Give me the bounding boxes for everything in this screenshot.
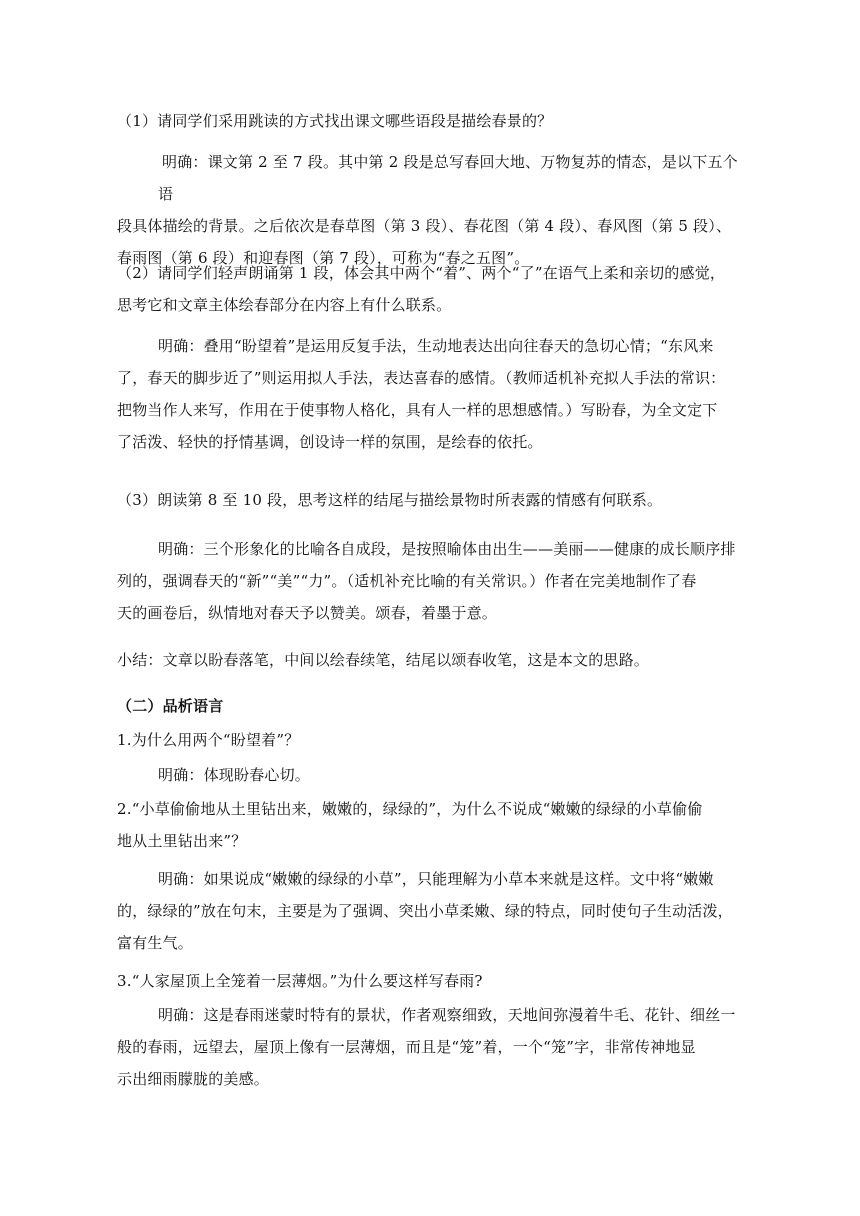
language-question-1: 1.为什么用两个“盼望着”？ [117, 731, 300, 749]
question-1: （1）请同学们采用跳读的方式找出课文哪些语段是描绘春景的？ [117, 112, 553, 130]
answer-3 [117, 533, 742, 629]
language-answer-2-line-1: 明确：如果说成“嫩嫩的绿绿的小草”，只能理解为小草本来就是这样。文中将“嫩嫩 [158, 870, 714, 888]
language-answer-1: 明确：体现盼春心切。 [158, 766, 311, 784]
language-question-2-line-1: 2.“小草偷偷地从土里钻出来，嫩嫩的，绿绿的”，为什么不说成“嫩嫩的绿绿的小草偷偷 [117, 800, 703, 818]
language-answer-2-line-3: 富有生气。 [117, 934, 194, 952]
answer-3-line-1: 明确：三个形象化的比喻各自成段，是按照喻体由出生——美丽——健康的成长顺序排 [158, 540, 736, 558]
answer-2-line-4: 了活泼、轻快的抒情基调，创设诗一样的氛围，是绘春的依托。 [117, 433, 543, 451]
answer-3-line-2: 列的，强调春天的“新”“美”“力”。（适机补充比喻的有关常识。）作者在完美地制作了春 [117, 572, 697, 590]
language-question-3: 3.“人家屋顶上全笼着一层薄烟。”为什么要这样写春雨? [117, 972, 483, 990]
answer-3-line-3: 天的画卷后，纵情地对春天予以赞美。颂春，着墨于意。 [117, 604, 498, 622]
language-question-2 [117, 793, 739, 857]
answer-2-line-3: 把物当作人来写，作用在于使事物人格化，具有人一样的思想感情。）写盼春，为全文定下 [117, 401, 718, 419]
section-heading-language: （二）品析语言 [117, 697, 224, 715]
answer-2-line-1: 明确：叠用“盼望着”是运用反复手法，生动地表达出向往春天的急切心情；“东风来 [158, 337, 714, 355]
answer-1-line-3: 春雨图（第 6 段）和迎春图（第 7 段），可称为“春之五图”。 [117, 249, 530, 267]
answer-1-line-2: 段具体描绘的背景。之后依次是春草图（第 3 段）、春花图（第 4 段）、春风图（第 5 段）、 [117, 217, 732, 235]
question-2-line-1: （2）请同学们轻声朗诵第 1 段，体会其中两个“着”、两个“了”在语气上柔和亲切的感觉， [117, 264, 726, 282]
language-answer-3-line-1: 明确：这是春雨迷蒙时特有的景状，作者观察细致，天地间弥漫着牛毛、花针、细丝一 [158, 1006, 736, 1024]
language-answer-3-line-3: 示出细雨朦胧的美感。 [117, 1070, 270, 1088]
answer-2-line-2: 了，春天的脚步近了”则运用拟人手法，表达喜春的感情。（教师适机补充拟人手法的常识： [117, 369, 726, 387]
answer-1 [117, 146, 742, 274]
language-answer-3 [117, 999, 742, 1095]
language-answer-3-line-2: 般的春雨，远望去，屋顶上像有一层薄烟，而且是“笼”着，一个“笼”字，非常传神地显 [117, 1038, 696, 1056]
answer-1-line-1: 明确：课文第 2 至 7 段。其中第 2 段是总写春回大地、万物复苏的情态，是以下五个语 [158, 153, 738, 203]
language-question-2-line-2: 地从土里钻出来”？ [117, 832, 247, 850]
summary: 小结：文章以盼春落笔，中间以绘春续笔，结尾以颂春收笔，这是本文的思路。 [117, 651, 650, 669]
question-2 [117, 257, 739, 321]
question-3: （3）朗读第 8 至 10 段，思考这样的结尾与描绘景物时所表露的情感有何联系。 [117, 491, 663, 509]
question-2-line-2: 思考它和文章主体绘春部分在内容上有什么联系。 [117, 296, 452, 314]
language-answer-2 [117, 863, 742, 959]
language-answer-2-line-2: 的，绿绿的”放在句末，主要是为了强调、突出小草柔嫩、绿的特点，同时使句子生动活泼， [117, 902, 733, 920]
answer-2 [117, 330, 742, 458]
